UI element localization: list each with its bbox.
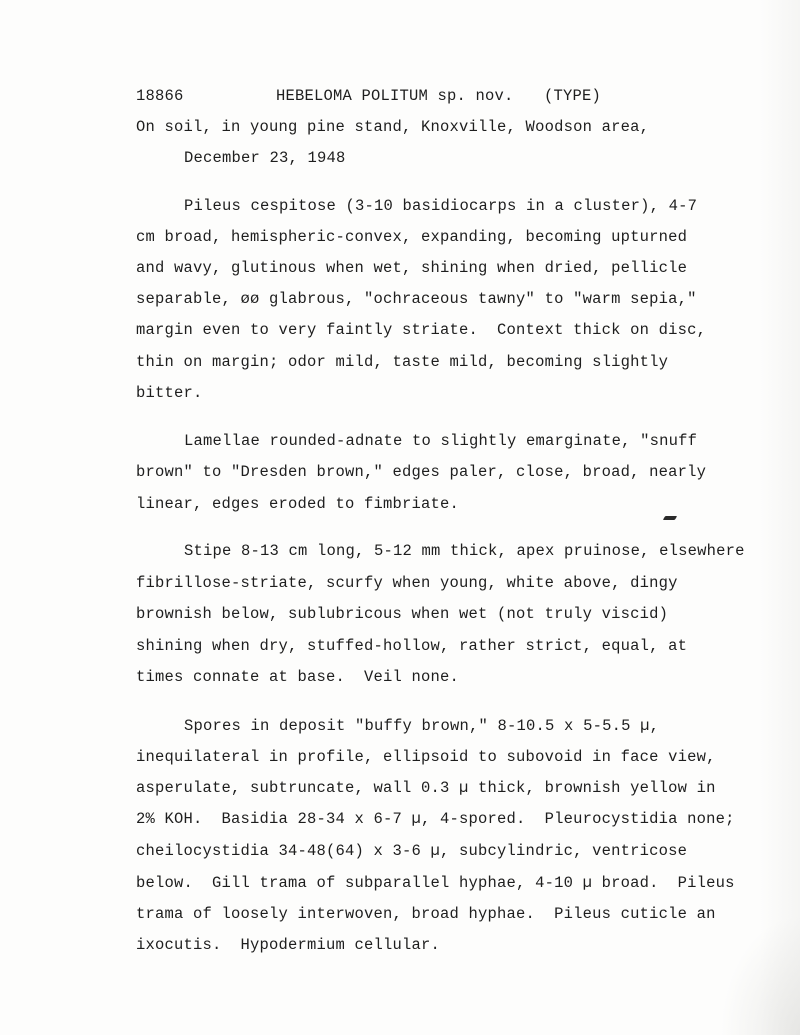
scan-edge-shade bbox=[760, 0, 800, 1035]
spores-line: asperulate, subtruncate, wall 0.3 µ thick, brownish yellow in bbox=[136, 779, 716, 797]
spores-line: ixocutis. Hypodermium cellular. bbox=[136, 936, 441, 954]
lamellae-line: brown" to "Dresden brown," edges paler, close, broad, nearly bbox=[136, 463, 707, 481]
spores-line: inequilateral in profile, ellipsoid to subovoid in face view, bbox=[136, 748, 716, 766]
stipe-line: times connate at base. Veil none. bbox=[136, 668, 460, 686]
pileus-line: margin even to very faintly striate. Context thick on disc, bbox=[136, 321, 707, 339]
spores-line: cheilocystidia 34-48(64) x 3-6 µ, subcylindric, ventricose bbox=[136, 842, 688, 860]
lamellae-line: Lamellae rounded-adnate to slightly emarginate, "snuff bbox=[184, 432, 698, 450]
pileus-line: Pileus cespitose (3-10 basidiocarps in a cluster), 4-7 bbox=[184, 197, 698, 215]
type-label: (TYPE) bbox=[544, 87, 602, 105]
collection-number: 18866 bbox=[136, 87, 184, 105]
pileus-line: bitter. bbox=[136, 384, 203, 402]
spores-line: Spores in deposit "buffy brown," 8-10.5 x 5-5.5 µ, bbox=[184, 717, 660, 735]
spores-line: trama of loosely interwoven, broad hyphae. Pileus cuticle an bbox=[136, 905, 716, 923]
spores-line: 2% KOH. Basidia 28-34 x 6-7 µ, 4-spored. Pleurocystidia none; bbox=[136, 810, 735, 828]
pileus-line: cm broad, hemispheric-convex, expanding, becoming upturned bbox=[136, 228, 688, 246]
pileus-line: and wavy, glutinous when wet, shining when dried, pellicle bbox=[136, 259, 688, 277]
pileus-line: thin on margin; odor mild, taste mild, becoming slightly bbox=[136, 353, 669, 371]
lamellae-line: linear, edges eroded to fimbriate. bbox=[136, 495, 460, 513]
pileus-line: separable, øø glabrous, "ochraceous tawny" to "warm sepia," bbox=[136, 290, 697, 308]
locality-line: On soil, in young pine stand, Knoxville, Woodson area, bbox=[136, 118, 650, 136]
scan-corner-shade bbox=[720, 915, 800, 1035]
stipe-line: brownish below, sublubricous when wet (not truly viscid) bbox=[136, 605, 669, 623]
specimen-header bbox=[0, 86, 800, 106]
stipe-line: Stipe 8-13 cm long, 5-12 mm thick, apex pruinose, elsewhere bbox=[184, 542, 745, 560]
collection-date: December 23, 1948 bbox=[184, 149, 346, 167]
species-title: HEBELOMA POLITUM sp. nov. bbox=[276, 87, 514, 105]
stipe-line: fibrillose-striate, scurfy when young, white above, dingy bbox=[136, 574, 678, 592]
spores-line: below. Gill trama of subparallel hyphae, 4-10 µ broad. Pileus bbox=[136, 874, 735, 892]
stray-ink-mark bbox=[663, 516, 677, 520]
stipe-line: shining when dry, stuffed-hollow, rather strict, equal, at bbox=[136, 637, 688, 655]
